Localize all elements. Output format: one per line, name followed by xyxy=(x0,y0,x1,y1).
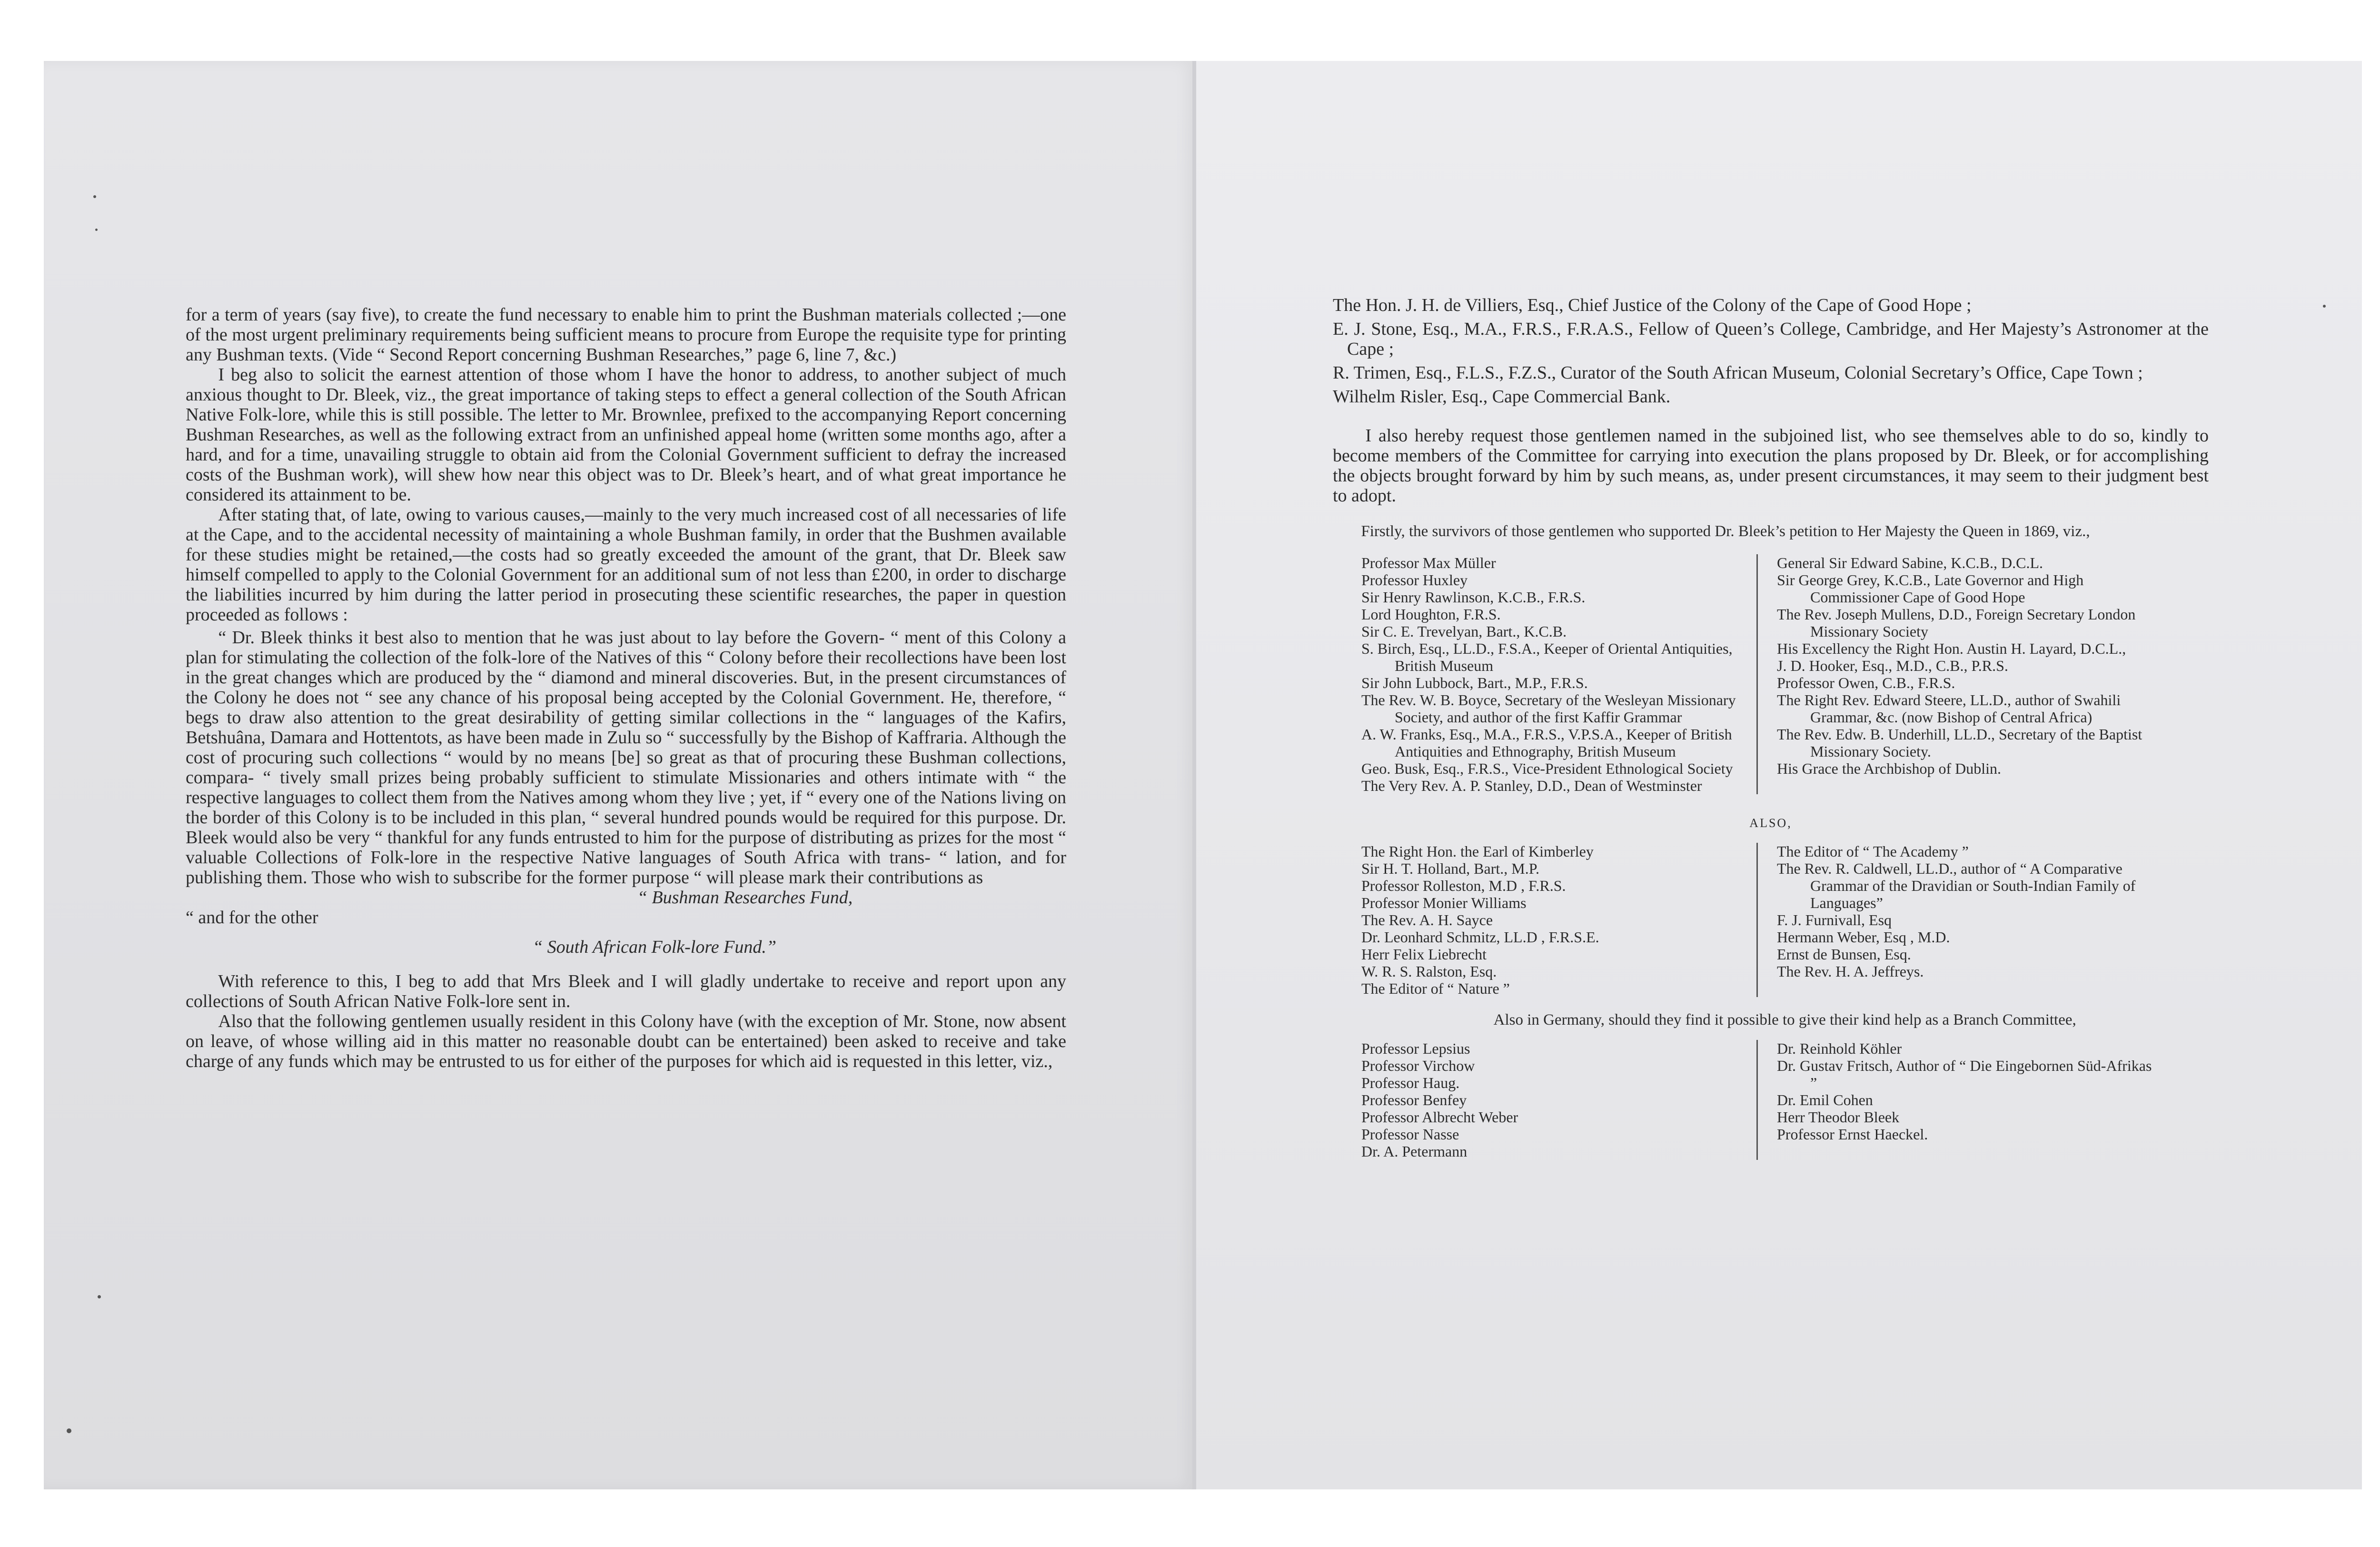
page-fold xyxy=(1192,61,1196,1489)
list-item: The Rev. Edw. B. Underhill, LL.D., Secretary of the Baptist Missionary Society. xyxy=(1777,726,2142,760)
right-page-text xyxy=(1333,295,2209,1160)
list-item: Dr. Emil Cohen xyxy=(1777,1091,1873,1108)
colony-name: E. J. Stone, Esq., M.A., F.R.S., F.R.A.S., Fellow of Queen’s College, Cambridge, and Her Majesty’s Astronomer at the Cape ; xyxy=(1333,319,2209,359)
german-committee-list xyxy=(1361,1040,2209,1160)
list-item: Sir H. T. Holland, Bart., M.P. xyxy=(1361,860,1539,877)
list-item: The Rev. W. B. Boyce, Secretary of the Wesleyan Missionary Society, and author of the first Kaffir Grammar xyxy=(1361,691,1736,726)
list-item: The Editor of “ Nature ” xyxy=(1361,980,1510,997)
left-page-text xyxy=(186,305,1066,1071)
list-item: Sir C. E. Trevelyan, Bart., K.C.B. xyxy=(1361,623,1567,640)
germany-intro: Also in Germany, should they find it possible to give their kind help as a Branch Committee, xyxy=(1493,1011,2076,1028)
list-item: J. D. Hooker, Esq., M.D., C.B., P.R.S. xyxy=(1777,657,2008,674)
list-item: S. Birch, Esq., LL.D., F.S.A., Keeper of Oriental Antiquities, British Museum xyxy=(1361,640,1733,674)
list-item: Sir John Lubbock, Bart., M.P., F.R.S. xyxy=(1361,674,1588,691)
list-item: The Rev. H. A. Jeffreys. xyxy=(1777,963,1924,980)
also-divider: ALSO, xyxy=(1749,816,1792,830)
list-item: Professor Huxley xyxy=(1361,571,1468,589)
list-item: The Rev. Joseph Mullens, D.D., Foreign Secretary London Missionary Society xyxy=(1777,606,2136,640)
list-item: Professor Haug. xyxy=(1361,1074,1460,1091)
list-item: Dr. Leonhard Schmitz, LL.D , F.R.S.E. xyxy=(1361,928,1599,946)
list-item: Professor Virchow xyxy=(1361,1057,1475,1074)
colony-name: R. Trimen, Esq., F.L.S., F.Z.S., Curator of the South African Museum, Colonial Secretary’s Office, Cape Town ; xyxy=(1333,363,2143,383)
list-item: Professor Lepsius xyxy=(1361,1040,1470,1057)
petition-supporters-list xyxy=(1361,554,2209,794)
list-item: The Very Rev. A. P. Stanley, D.D., Dean of Westminster xyxy=(1361,777,1702,794)
list-item: Dr. Gustav Fritsch, Author of “ Die Eingebornen Süd-Afrikas ” xyxy=(1777,1057,2152,1091)
list-item: Sir Henry Rawlinson, K.C.B., F.R.S. xyxy=(1361,589,1586,606)
left-paragraph: for a term of years (say five), to create the fund necessary to enable him to print the Bushman materials collected ;—one of the most urgent preliminary requirements being sufficient means to procure from Europe the requisite type for printing any Bushman texts. (Vide “ Second Report concerning Bushman Researches,” page 6, line 7, &c.) xyxy=(186,305,1066,365)
list-item: Hermann Weber, Esq , M.D. xyxy=(1777,928,1950,946)
list-item: Professor Albrecht Weber xyxy=(1361,1108,1518,1126)
left-paragraph: Also that the following gentlemen usually resident in this Colony have (with the exception of Mr. Stone, now absent on leave, of whose willing aid in this matter no reasonable doubt can be entertained) been asked to receive and take charge of any funds which may be entrusted to us for either of the purposes for which aid is requested in this letter, viz., xyxy=(186,1011,1066,1071)
list-item: Professor Owen, C.B., F.R.S. xyxy=(1777,674,1955,691)
list-item: Professor Ernst Haeckel. xyxy=(1777,1126,1928,1143)
list-item: General Sir Edward Sabine, K.C.B., D.C.L. xyxy=(1777,554,2043,571)
list-item: Professor Nasse xyxy=(1361,1126,1459,1143)
list-item: Sir George Grey, K.C.B., Late Governor and High Commissioner Cape of Good Hope xyxy=(1777,571,2084,606)
left-paragraph: With reference to this, I beg to add that Mrs Bleek and I will gladly undertake to receive and report upon any collections of South African Native Folk-lore sent in. xyxy=(186,971,1066,1011)
list-item: The Rev. R. Caldwell, LL.D., author of “ A Comparative Grammar of the Dravidian or South-Indian Family of Languages” xyxy=(1777,860,2136,911)
list-item: The Right Rev. Edward Steere, LL.D., author of Swahili Grammar, &c. (now Bishop of Central Africa) xyxy=(1777,691,2121,726)
list-item: The Editor of “ The Academy ” xyxy=(1777,843,1969,860)
additional-members-list xyxy=(1361,843,2209,997)
fund-connector: “ and for the other xyxy=(186,908,318,928)
left-paragraph: I beg also to solicit the earnest attention of those whom I have the honor to address, to another subject of much anxious thought to Dr. Bleek, viz., the great importance of taking steps to effect a general collection of the South African Native Folk-lore, while this is still possible. The letter to Mr. Brownlee, prefixed to the accompanying Report concerning Bushman Researches, as well as the following extract from an unfinished appeal home (written some months ago, after a hard, and for a time, unavailing struggle to obtain aid from the Colonial Government sufficient to defray the increased costs of the Bushman work), will shew how near this object was to Dr. Bleek’s heart, and of what great importance he considered its attainment to be. xyxy=(186,365,1066,505)
colony-name: The Hon. J. H. de Villiers, Esq., Chief Justice of the Colony of the Cape of Good Hope ; xyxy=(1333,295,1972,315)
list-item: Professor Max Müller xyxy=(1361,554,1496,571)
paper-speck xyxy=(98,1295,101,1298)
bushman-fund-name: “ Bushman Researches Fund, xyxy=(637,888,853,908)
list-item: Professor Rolleston, M.D , F.R.S. xyxy=(1361,877,1566,894)
list-item: Ernst de Bunsen, Esq. xyxy=(1777,946,1911,963)
list-item: His Grace the Archbishop of Dublin. xyxy=(1777,760,2002,777)
list-item: The Rev. A. H. Sayce xyxy=(1361,911,1493,928)
list-item: The Right Hon. the Earl of Kimberley xyxy=(1361,843,1594,860)
left-paragraph: After stating that, of late, owing to various causes,—mainly to the very much increased cost of all necessaries of life at the Cape, and to the accidental necessity of maintaining a whole Bushman family, in order that the Bushmen available for these studies might be retained,—the costs had so greatly exceeded the amount of the grant, that Dr. Bleek saw himself compelled to apply to the Colonial Government for an additional sum of not less than £200, in order to discharge the liabilities incurred by him during the latter period in prosecuting these scientific researches, the paper in question proceeded as follows : xyxy=(186,505,1066,625)
list-item: His Excellency the Right Hon. Austin H. Layard, D.C.L., xyxy=(1777,640,2126,657)
paper-speck xyxy=(95,229,98,231)
colony-name: Wilhelm Risler, Esq., Cape Commercial Bank. xyxy=(1333,387,1671,407)
committee-request: I also hereby request those gentlemen named in the subjoined list, who see themselves able to do so, kindly to become members of the Committee for carrying into execution the plans proposed by Dr. Bleek, or for accomplishing the objects brought forward by him by such means, as, under present circumstances, it may seem to their judgment best to adopt. xyxy=(1333,426,2209,506)
folklore-fund-name: “ South African Folk-lore Fund.” xyxy=(533,937,776,957)
list-item: Geo. Busk, Esq., F.R.S., Vice-President Ethnological Society xyxy=(1361,760,1733,777)
list-item: Lord Houghton, F.R.S. xyxy=(1361,606,1501,623)
list-item: Professor Monier Williams xyxy=(1361,894,1527,911)
paper-speck xyxy=(93,195,96,198)
list-item: A. W. Franks, Esq., M.A., F.R.S., V.P.S.A., Keeper of British Antiquities and Ethnography, British Museum xyxy=(1361,726,1732,760)
list-item: Professor Benfey xyxy=(1361,1091,1467,1108)
list-item: F. J. Furnivall, Esq xyxy=(1777,911,1892,928)
firstly-intro: Firstly, the survivors of those gentlemen who supported Dr. Bleek’s petition to Her Majesty the Queen in 1869, viz., xyxy=(1361,523,2090,540)
list-item: Dr. A. Petermann xyxy=(1361,1143,1468,1160)
list-item: Herr Theodor Bleek xyxy=(1777,1108,1900,1126)
bleek-quotation: “ Dr. Bleek thinks it best also to mention that he was just about to lay before the Govern- “ ment of this Colony a plan for stimulating the collection of the folk-lore of the Natives of this “ Colony before their recollections have been lost in the great changes which are produced by the “ diamond and mineral discoveries. But, in the present circumstances of the Colony he does not “ see any chance of his proposal being accepted by the Colonial Government. He, therefore, “ begs to draw also attention to the great desirability of getting similar collections in the “ languages of the Kafirs, Betshuâna, Damara and Hottentots, as have been made in Zulu so “ successfully by the Bishop of Kaffraria. Although the cost of procuring such collections “ would by no means [be] so great as that of procuring these Bushman collections, compara- “ tively small prizes being probably sufficient to stimulate Missionaries and others intimate with “ the respective languages to collect them from the Natives among whom they live ; yet, if “ every one of the Nations living on the border of this Colony is to be included in this plan, “ several hundred pounds would be required for this purpose. Dr. Bleek would also be very “ thankful for any funds entrusted to him for the purpose of distributing as prizes for the most “ valuable Collections of Folk-lore in the respective Native languages of South Africa with trans- “ lation, and for publishing them. Those who wish to subscribe for the former purpose “ will please mark their contributions as xyxy=(186,628,1066,888)
list-item: Herr Felix Liebrecht xyxy=(1361,946,1487,963)
paper-speck xyxy=(67,1428,71,1433)
paper-speck xyxy=(2323,305,2326,308)
list-item: Dr. Reinhold Köhler xyxy=(1777,1040,1902,1057)
list-item: W. R. S. Ralston, Esq. xyxy=(1361,963,1497,980)
